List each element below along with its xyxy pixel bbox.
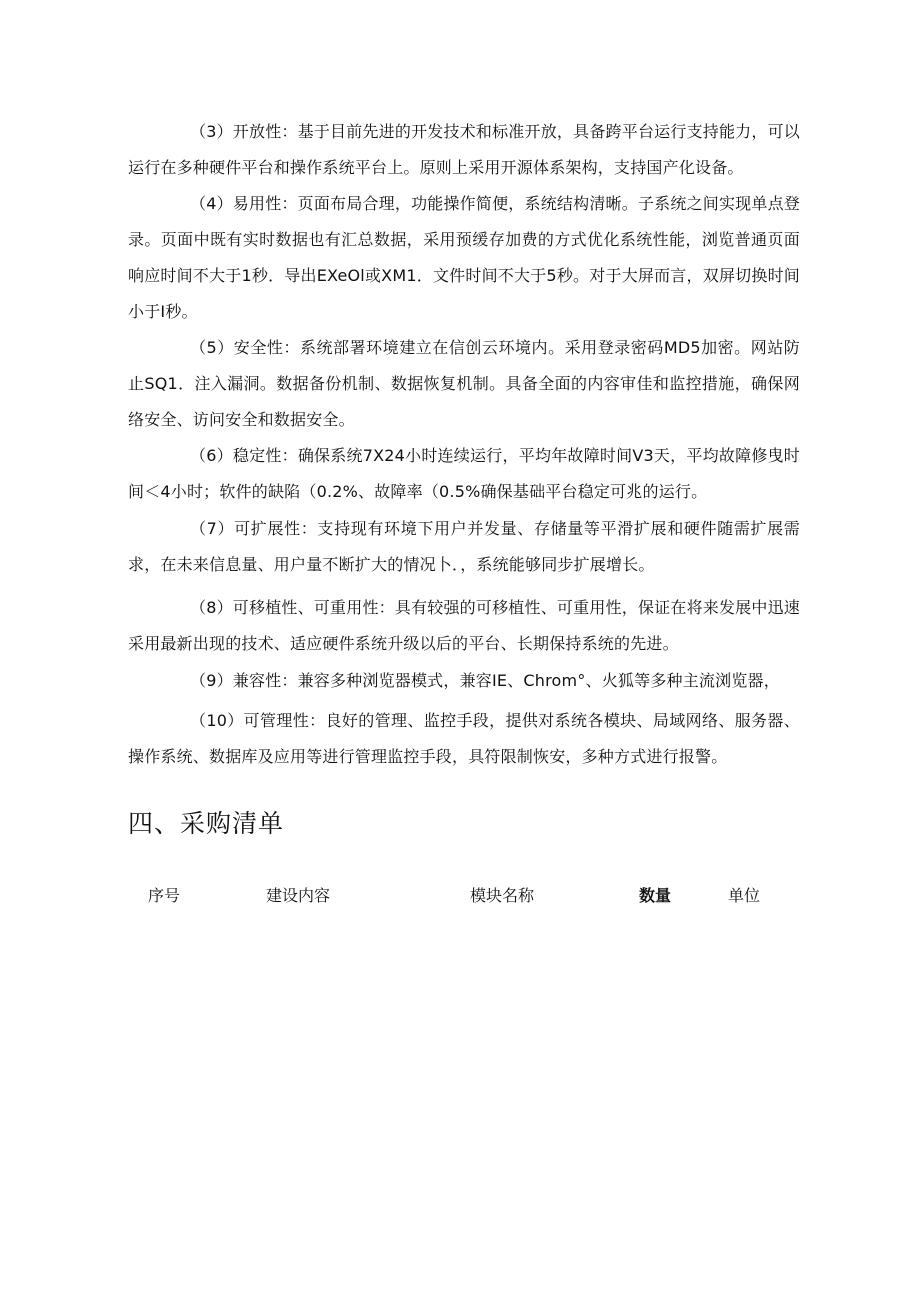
table-header-quantity: 数量 <box>639 886 672 905</box>
table-header-unit: 单位 <box>728 886 761 905</box>
paragraph-usability: （4）易用性：页面布局合理，功能操作简便，系统结构清晰。子系统之间实现单点登录。页面中既有实时数据也有汇总数据，采用预缓存加费的方式优化系统性能，浏览普通页面响应时间不大于1秒．导出EXeOl或XM1．文件时间不大于5秒。对于大屏而言，双屏切换时间小于I秒。 <box>128 194 800 321</box>
table-header-module-name: 模块名称 <box>470 886 535 905</box>
paragraph-openness: （3）开放性：基于目前先进的开发技术和标准开放，具备跨平台运行支持能力，可以运行在多种硬件平台和操作系统平台上。原则上采用开源体系架构，支持国产化设备。 <box>128 122 800 177</box>
table-header-index: 序号 <box>148 886 181 905</box>
paragraph-stability: （6）稳定性：确保系统7X24小时连续运行，平均年故障时间V3天，平均故障修曳时间＜4小时；软件的缺陷（0.2%、故障率（0.5%确保基础平台稳定可兆的运行。 <box>128 446 800 501</box>
paragraph-security: （5）安全性：系统部署环境建立在信创云环境内。采用登录密码MD5加密。网站防止SQ1．注入漏洞。数据备份机制、数据恢复机制。具备全面的内容审佳和监控措施，确保网络安全、访问安全和数据安全。 <box>128 338 800 429</box>
paragraph-extensibility: （7）可扩展性：支持现有环境下用户并发量、存储量等平滑扩展和硬件随需扩展需求，在未来信息量、用户量不断扩大的情况卜．，系统能够同步扩展增长。 <box>128 519 800 574</box>
table-header-content: 建设内容 <box>266 886 331 905</box>
paragraph-portability: （8）可移植性、可重用性：具有较强的可移植性、可重用性，保证在将来发展中迅速采用最新出现的技术、适应硬件系统升级以后的平台、长期保持系统的先进。 <box>128 598 800 653</box>
section-heading-procurement-list: 四、采购清单 <box>128 809 285 838</box>
paragraph-compatibility: （9）兼容性：兼容多种浏览器模式，兼容IE、Chrom°、火狐等多种主流浏览器， <box>190 671 780 690</box>
paragraph-manageability: （10）可管理性：良好的管理、监控手段，提供对系统各模块、局域网络、服务器、操作系统、数据库及应用等进行管理监控手段，具符限制恢安，多种方式进行报警。 <box>128 711 800 766</box>
